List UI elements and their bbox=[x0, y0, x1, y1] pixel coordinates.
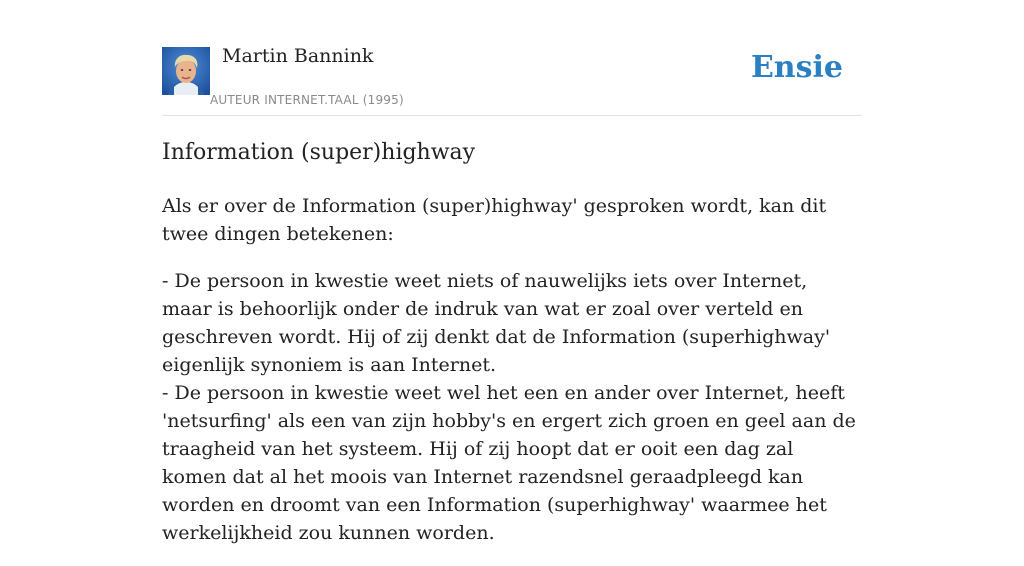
article-header bbox=[162, 0, 862, 116]
author-role: AUTEUR INTERNET.TAAL (1995) bbox=[210, 93, 404, 107]
content-container bbox=[162, 0, 862, 544]
article-title: Information (super)highway bbox=[162, 140, 476, 165]
definition-item-1: - De persoon in kwestie weet niets of nauwelijks iets over Internet, maar is behoorlijk onder de indruk van wat er zoal over verteld en geschreven wordt. Hij of zij denkt dat de Information (superhighway' eigenlijk synoniem is aan Internet. bbox=[162, 270, 831, 376]
author-avatar[interactable] bbox=[162, 47, 210, 95]
author-name[interactable]: Martin Bannink bbox=[222, 45, 374, 67]
intro-paragraph: Als er over de Information (super)highway' gesproken wordt, kan dit twee dingen betekenen: bbox=[162, 195, 827, 245]
definition-list bbox=[162, 267, 862, 547]
brand-logo[interactable]: Ensie bbox=[750, 50, 843, 85]
author-photo-icon bbox=[162, 47, 210, 95]
definition-item-2: - De persoon in kwestie weet wel het een en ander over Internet, heeft 'netsurfing' als een van zijn hobby's en ergert zich groen en geel aan de traagheid van het systeem. Hij of zij hoopt dat er ooit een dag zal komen dat al het moois van Internet razendsnel geraadpleegd kan worden en droomt van een Information (superhighway' waarmee het werkelijkheid zou kunnen worden. bbox=[162, 382, 856, 544]
article-body bbox=[162, 192, 862, 566]
